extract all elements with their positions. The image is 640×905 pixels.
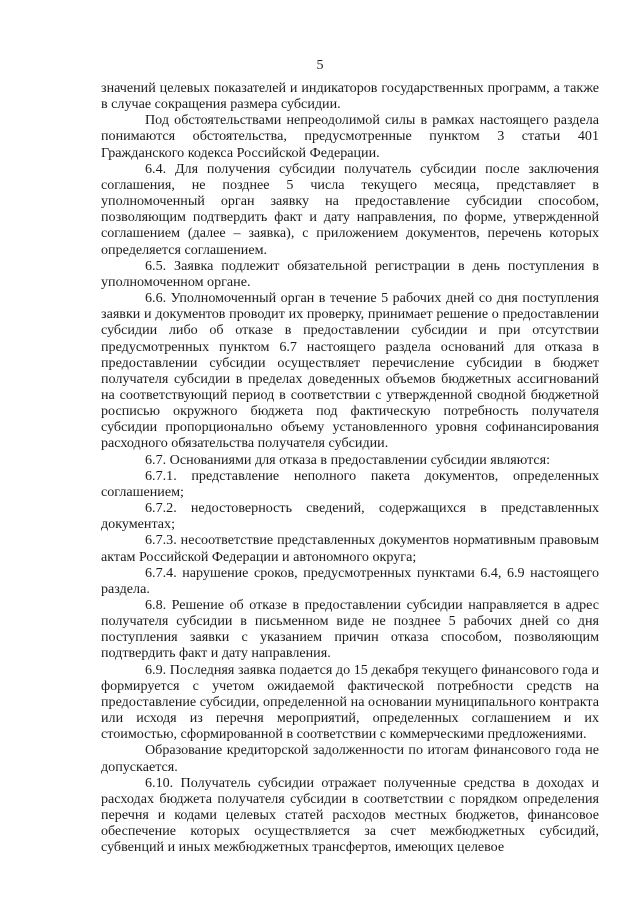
paragraph-6-8: 6.8. Решение об отказе в предоставлении субсидии направляется в адрес получателя субсидии в письменном виде не позднее 5 рабочих дней со дня поступления заявки с указанием причин отказа способом, позволяющим подтвердить факт и дату направления. [101,597,599,662]
paragraph-6-10: 6.10. Получатель субсидии отражает полученные средства в доходах и расходах бюджета получателя субсидии в соответствии с порядком определения перечня и кодами целевых статей расходов местных бюджетов, финансовое обеспечение которых осуществляется за счет межбюджетных субсидий, субвенций и иных межбюджетных трансфертов, имеющих целевое [101,774,599,856]
paragraph-6-4: 6.4. Для получения субсидии получатель субсидии после заключения соглашения, не позднее 5 числа текущего месяца, представляет в уполномоченный орган заявку на предоставление субсидии способом, позволяющим подтвердить факт и дату направления, по форме, утвержденной соглашением (далее – заявка), с приложением документов, перечень которых определяется соглашением. [101,160,599,258]
paragraph-6-6: 6.6. Уполномоченный орган в течение 5 рабочих дней со дня поступления заявки и документов проводит их проверку, принимает решение о предоставлении субсидии либо об отказе в предоставлении субсидии и при отсутствии предусмотренных пунктом 6.7 настоящего раздела оснований для отказа в предоставлении субсидии осуществляет перечисление субсидии в бюджет получателя субсидии в пределах доведенных объемов бюджетных ассигнований на соответствующий период в соответствии с утвержденной сводной бюджетной росписью окружного бюджета под фактическую потребность получателя субсидии пропорционально объему установленного уровня софинансирования расходного обязательства получателя субсидии. [101,290,599,452]
paragraph-force-majeure: Под обстоятельствами непреодолимой силы в рамках настоящего раздела понимаются обстоятельства, предусмотренные пунктом 3 статьи 401 Гражданского кодекса Российской Федерации. [101,112,599,161]
paragraph-6-9: 6.9. Последняя заявка подается до 15 декабря текущего финансового года и формируется с учетом ожидаемой фактической потребности средств на предоставление субсидии, определенной на основании муниципального контракта или исходя из перечня мероприятий, определенных соглашением и их стоимостью, сформированной в соответствии с коммерческими предложениями. [101,661,599,743]
paragraph-6-5: 6.5. Заявка подлежит обязательной регистрации в день поступления в уполномоченном органе. [101,257,599,290]
paragraph-6-7-1: 6.7.1. представление неполного пакета документов, определенных соглашением; [101,467,599,500]
paragraph-6-7-2: 6.7.2. недостоверность сведений, содержащихся в представленных документах; [101,500,599,533]
paragraph-creditor-debt: Образование кредиторской задолженности по итогам финансового года не допускается. [101,742,599,775]
paragraph-6-7: 6.7. Основаниями для отказа в предоставлении субсидии являются: [145,451,551,468]
document-body [101,80,599,856]
paragraph-6-7-4: 6.7.4. нарушение сроков, предусмотренных пунктами 6.4, 6.9 настоящего раздела. [101,564,599,597]
page-number: 5 [316,58,324,73]
paragraph-6-7-3: 6.7.3. несоответствие представленных документов нормативным правовым актам Российской Федерации и автономного округа; [101,532,599,565]
paragraph-continuation: значений целевых показателей и индикаторов государственных программ, а также в случае сокращения размера субсидии. [101,80,599,113]
